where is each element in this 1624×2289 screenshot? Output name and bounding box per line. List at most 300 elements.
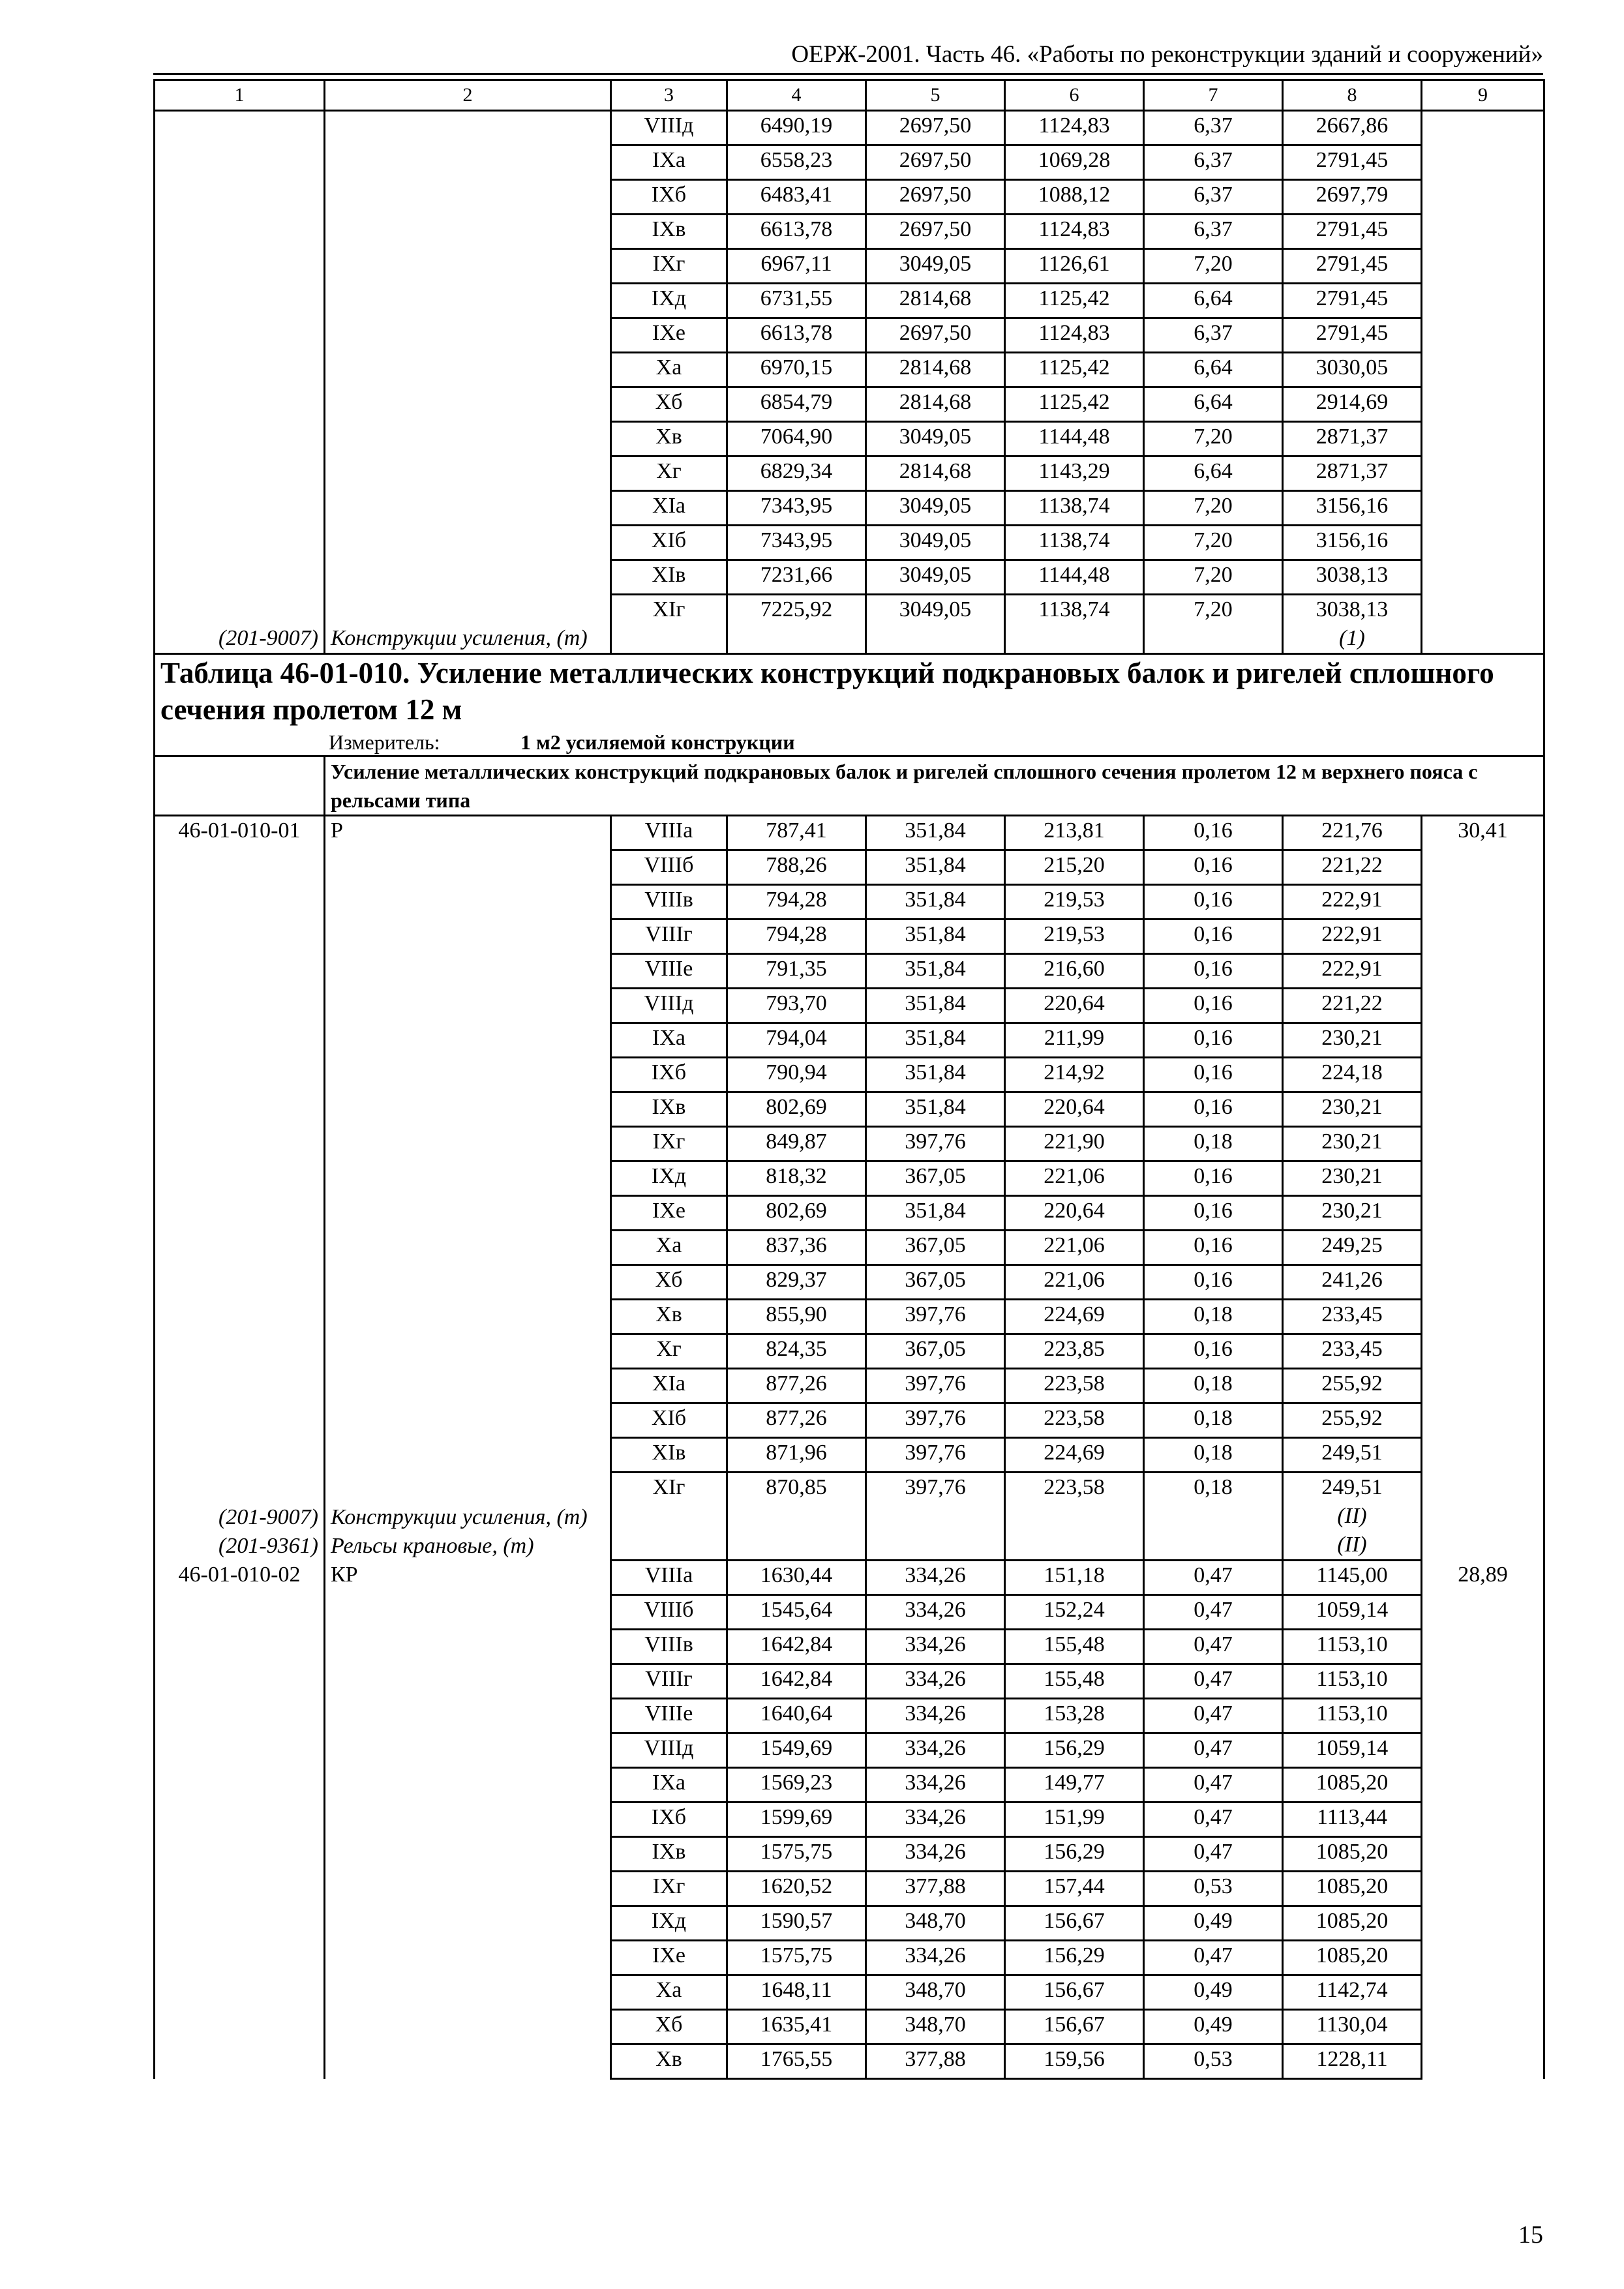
cell-value: 0,16 [1194,1233,1233,1257]
cell-col4 [727,1906,866,1941]
cell-col6 [1005,387,1144,422]
cell-value: 2814,68 [899,355,972,380]
cell-value: 1085,20 [1316,1771,1389,1795]
cell-col8 [1283,1369,1422,1403]
cell-value: 2791,45 [1316,252,1389,276]
column-number: 3 [611,80,727,111]
cell-col3 [611,353,727,387]
cell-value: 2697,50 [899,321,972,345]
code-wrap [160,1561,318,2079]
cell-value: IXд [651,1909,687,1933]
cell-col6 [1005,180,1144,215]
cell-value: 6,37 [1194,148,1233,172]
cell-value: 1765,55 [760,2047,833,2071]
cell-col4 [727,1699,866,1733]
cell-col6 [1005,1058,1144,1092]
cell-value: IXг [652,1874,685,1898]
section-title: Усиление металлических конструкций подкрановых балок и ригелей сплошного сечения пролетом 12 м верхнего пояса с рельсами типа [325,756,1544,816]
cell-value: 155,48 [1044,1667,1105,1691]
measure-row [160,729,1538,755]
cell-value: 1549,69 [760,1736,833,1760]
cell-value: 2697,50 [899,217,972,241]
table-row [155,816,1544,850]
cell-col4 [727,1231,866,1265]
cell-value: 802,69 [766,1199,827,1223]
resource-code: (201-9361) [218,1533,318,1558]
cell-value: 3049,05 [899,425,972,449]
cell-value: 6,64 [1194,459,1233,483]
cell-col6 [1005,954,1144,989]
cell-col7 [1144,111,1283,145]
cell-col4 [727,1630,866,1664]
cell-value: 156,29 [1044,1736,1105,1760]
col9-cell [1422,111,1544,654]
cell-col3 [611,491,727,526]
cell-col7 [1144,526,1283,560]
code-wrap [160,816,318,1561]
name-wrap [331,816,605,1561]
cell-value: 152,24 [1044,1598,1105,1622]
cell-value: 397,76 [905,1475,966,1499]
cell-value: 2791,45 [1316,321,1389,345]
cell-col8 [1283,885,1422,920]
cell-col5 [866,1768,1005,1803]
cell-value: 1124,83 [1038,321,1110,345]
cell-col8 [1283,1127,1422,1161]
cell-value: 334,26 [905,1840,966,1864]
cell-col3 [611,816,727,850]
cell-col8 [1283,526,1422,560]
cell-col6 [1005,526,1144,560]
cell-col7 [1144,249,1283,284]
cell-col6 [1005,816,1144,850]
cell-value: XIг [652,1475,685,1499]
cell-value: 818,32 [766,1164,827,1188]
cell-value: 1124,83 [1038,113,1110,138]
cell-col6 [1005,1595,1144,1630]
cell-value: XIа [652,494,685,518]
cell-col3 [611,111,727,145]
cell-value: VIIIд [644,1736,694,1760]
cell-col8 [1283,491,1422,526]
cell-value: IXа [652,1026,685,1050]
cell-col7 [1144,1837,1283,1872]
cell-value: 351,84 [905,1060,966,1085]
cell-col6 [1005,1127,1144,1161]
cell-value: 3049,05 [899,528,972,552]
cell-col6 [1005,1438,1144,1473]
cell-value: 348,70 [905,1978,966,2002]
cell-col5 [866,491,1005,526]
cell-value: XIб [651,528,687,552]
cell-col6 [1005,1664,1144,1699]
cell-col3 [611,526,727,560]
cell-value: Xг [656,459,682,483]
cell-value: 348,70 [905,2012,966,2037]
cell-value: 2791,45 [1316,217,1389,241]
cell-col4 [727,2010,866,2044]
cell-value: 1635,41 [760,2012,833,2037]
cell-value: 1599,69 [760,1805,833,1829]
cell-value: 802,69 [766,1095,827,1119]
cell-col8 [1283,215,1422,249]
cell-value: 2814,68 [899,459,972,483]
cell-value: 0,16 [1194,1268,1233,1292]
cell-col3 [611,1803,727,1837]
cell-col3 [611,1561,727,1595]
cell-value: 377,88 [905,1874,966,1898]
cell-col4 [727,1403,866,1438]
cell-value: 0,18 [1194,1302,1233,1326]
cell-value: 223,58 [1044,1371,1105,1396]
cell-col7 [1144,1438,1283,1473]
cell-value: 2667,86 [1316,113,1389,138]
cell-col8 [1283,1438,1422,1473]
cell-value: 0,47 [1194,1771,1233,1795]
cell-col5 [866,215,1005,249]
cell-col7 [1144,491,1283,526]
name-cell [325,816,611,1561]
cell-col6 [1005,1941,1144,1975]
cell-value: 1153,10 [1316,1667,1388,1691]
cell-col5 [866,1438,1005,1473]
cell-col8 [1283,595,1422,654]
cell-col8 [1283,1023,1422,1058]
cell-col3 [611,1023,727,1058]
cell-col6 [1005,1300,1144,1334]
cell-value: 870,85 [766,1475,827,1499]
cell-value: 3038,13 [1316,597,1389,621]
cell-col5 [866,989,1005,1023]
cell-col4 [727,1438,866,1473]
cell-col4 [727,1265,866,1300]
cell-col8 [1283,1733,1422,1768]
cell-value: XIб [651,1406,687,1430]
cell-value: IXд [651,286,687,310]
cell-col7 [1144,1265,1283,1300]
cell-value: 224,69 [1044,1441,1105,1465]
cell-value: 211,99 [1044,1026,1105,1050]
cell-col5 [866,318,1005,353]
cell-value: 0,18 [1194,1406,1233,1430]
cell-value: 334,26 [905,1736,966,1760]
cell-col5 [866,885,1005,920]
cell-col3 [611,1438,727,1473]
cell-col7 [1144,1473,1283,1561]
cell-col7 [1144,1941,1283,1975]
cell-col8 [1283,1630,1422,1664]
cell-value: 249,25 [1321,1233,1383,1257]
cell-col5 [866,1265,1005,1300]
cell-value: 397,76 [905,1130,966,1154]
cell-col7 [1144,850,1283,885]
cell-col5 [866,111,1005,145]
cell-col6 [1005,850,1144,885]
cell-value: VIIIа [644,818,693,843]
cell-col4 [727,816,866,850]
cell-value: 1059,14 [1316,1598,1389,1622]
cell-col7 [1144,2010,1283,2044]
cell-col5 [866,954,1005,989]
cell-value: 1228,11 [1316,2047,1388,2071]
cell-col5 [866,560,1005,595]
cell-col3 [611,595,727,654]
cell-value: 222,91 [1321,922,1383,946]
cell-value: 1575,75 [760,1840,833,1864]
cell-value: 1640,64 [760,1701,833,1726]
cell-value: 0,53 [1194,2047,1233,2071]
cell-value: 0,16 [1194,1060,1233,1085]
cell-col3 [611,1837,727,1872]
cell-col6 [1005,885,1144,920]
code-cell [155,1561,325,2079]
norms-table [153,79,1545,2080]
cell-value: 0,49 [1194,2012,1233,2037]
cell-value: 151,99 [1044,1805,1105,1829]
cell-value: 0,49 [1194,1909,1233,1933]
cell-col3 [611,920,727,954]
cell-col7 [1144,885,1283,920]
cell-col3 [611,1699,727,1733]
cell-value: 3049,05 [899,252,972,276]
cell-value: 791,35 [766,957,827,981]
cell-value: VIIIд [644,991,694,1015]
cell-col6 [1005,1561,1144,1595]
cell-value: Xа [655,1233,682,1257]
cell-col4 [727,422,866,456]
cell-col7 [1144,1975,1283,2010]
cell-col6 [1005,1768,1144,1803]
cell-value: 2791,45 [1316,148,1389,172]
code-wrap [160,112,318,653]
cell-col7 [1144,989,1283,1023]
cell-value: 1130,04 [1316,2012,1388,2037]
cell-col3 [611,1127,727,1161]
cell-col4 [727,1733,866,1768]
cell-value: 155,48 [1044,1632,1105,1656]
cell-col4 [727,1975,866,2010]
cell-value: 149,77 [1044,1771,1105,1795]
cell-value: 367,05 [905,1233,966,1257]
cell-col3 [611,1975,727,2010]
cell-value: 224,69 [1044,1302,1105,1326]
cell-value: 3030,05 [1316,355,1389,380]
cell-col3 [611,989,727,1023]
cell-col6 [1005,249,1144,284]
cell-col8 [1283,1473,1422,1561]
column-number: 8 [1283,80,1422,111]
cell-value: XIв [652,1441,686,1465]
cell-col4 [727,954,866,989]
cell-value: 1569,23 [760,1771,833,1795]
cell-value: 214,92 [1044,1060,1105,1085]
cell-col3 [611,1664,727,1699]
cell-col6 [1005,1906,1144,1941]
cell-col7 [1144,1768,1283,1803]
cell-value: 0,16 [1194,818,1233,843]
cell-value: 1630,44 [760,1563,833,1587]
cell-col7 [1144,1231,1283,1265]
running-header: ОЕРЖ-2001. Часть 46. «Работы по реконструкции зданий и сооружений» [791,41,1543,68]
cell-value: 0,47 [1194,1736,1233,1760]
cell-col7 [1144,215,1283,249]
cell-value: IXг [652,252,685,276]
cell-value: 1153,10 [1316,1632,1388,1656]
cell-col8 [1283,111,1422,145]
cell-value: 0,47 [1194,1632,1233,1656]
name-wrap [331,1561,605,2079]
cell-col8 [1283,1231,1422,1265]
cell-col5 [866,1941,1005,1975]
cell-value: 219,53 [1044,888,1105,912]
cell-value: 221,22 [1321,853,1383,877]
cell-col7 [1144,1664,1283,1699]
cell-value: 222,91 [1321,957,1383,981]
cell-value: 7343,95 [760,494,833,518]
cell-value: Xб [655,390,683,414]
cell-value: 6558,23 [760,148,833,172]
cell-col5 [866,595,1005,654]
cell-col6 [1005,560,1144,595]
cell-value: IXб [651,1805,687,1829]
cell-value: 7,20 [1194,597,1233,621]
cell-value: 1144,48 [1038,425,1110,449]
cell-value: IXг [652,1130,685,1154]
cell-col7 [1144,387,1283,422]
cell-col7 [1144,284,1283,318]
cell-col5 [866,387,1005,422]
cell-value: 219,53 [1044,922,1105,946]
cell-col6 [1005,422,1144,456]
cell-value: 0,18 [1194,1371,1233,1396]
cell-col8 [1283,353,1422,387]
cell-value: XIв [652,563,686,587]
cell-col6 [1005,1023,1144,1058]
cell-col3 [611,422,727,456]
cell-col3 [611,1231,727,1265]
cell-col6 [1005,318,1144,353]
table-title-cell [155,654,1544,756]
cell-value: 1138,74 [1038,528,1110,552]
name-cell [325,1561,611,2079]
cell-value: IXб [651,1060,687,1085]
cell-value: IXе [652,1199,685,1223]
column-number: 7 [1144,80,1283,111]
cell-value: 3038,13 [1316,563,1389,587]
cell-value: 1620,52 [760,1874,833,1898]
cell-value: 1145,00 [1316,1563,1388,1587]
cell-col4 [727,1369,866,1403]
cell-col5 [866,284,1005,318]
cell-col4 [727,1837,866,1872]
measure-label: Измеритель: [329,730,440,754]
cell-col8 [1283,284,1422,318]
cell-col7 [1144,318,1283,353]
cell-col5 [866,1872,1005,1906]
cell-col7 [1144,1906,1283,1941]
cell-value: 1059,14 [1316,1736,1389,1760]
cell-col7 [1144,595,1283,654]
cell-value: 156,67 [1044,1909,1105,1933]
cell-value: 1126,61 [1038,252,1110,276]
resource-code: (201-9007) [218,626,318,650]
cell-value: 334,26 [905,1771,966,1795]
cell-value: IXе [652,1943,685,1967]
cell-value: 334,26 [905,1598,966,1622]
resource-mark: (II) [1337,1533,1367,1557]
cell-value: 334,26 [905,1563,966,1587]
cell-col3 [611,885,727,920]
cell-value: 0,16 [1194,1164,1233,1188]
cell-value: 230,21 [1321,1199,1383,1223]
cell-col5 [866,1733,1005,1768]
cell-col6 [1005,595,1144,654]
cell-value: 334,26 [905,1701,966,1726]
cell-col7 [1144,1058,1283,1092]
cell-col8 [1283,1837,1422,1872]
column-numbers-row [155,80,1544,111]
cell-col3 [611,318,727,353]
cell-col4 [727,560,866,595]
cell-value: 351,84 [905,922,966,946]
cell-col6 [1005,2010,1144,2044]
cell-value: IXв [652,217,686,241]
cell-value: 7,20 [1194,425,1233,449]
cell-col8 [1283,1699,1422,1733]
cell-col5 [866,850,1005,885]
notes-codes [160,624,318,653]
cell-value: 397,76 [905,1302,966,1326]
cell-col4 [727,595,866,654]
cell-value: 1642,84 [760,1632,833,1656]
cell-col5 [866,1473,1005,1561]
cell-value: 1069,28 [1038,148,1111,172]
cell-value: 6,37 [1194,113,1233,138]
cell-col5 [866,1058,1005,1092]
cell-value: VIIIг [645,922,693,946]
cell-value: Xг [656,1337,682,1361]
cell-col3 [611,1872,727,1906]
cell-col4 [727,353,866,387]
cell-value: 788,26 [766,853,827,877]
cell-value: 793,70 [766,991,827,1015]
cell-col5 [866,920,1005,954]
cell-col8 [1283,920,1422,954]
cell-value: 1085,20 [1316,1943,1389,1967]
cell-value: 1085,20 [1316,1874,1389,1898]
cell-col5 [866,1300,1005,1334]
cell-col7 [1144,816,1283,850]
cell-value: IXа [652,148,685,172]
cell-value: IXв [652,1095,686,1119]
cell-value: 1125,42 [1038,286,1110,310]
cell-value: 1085,20 [1316,1840,1389,1864]
cell-col3 [611,1265,727,1300]
cell-col7 [1144,1092,1283,1127]
col9-value: 28,89 [1458,1562,1508,1587]
cell-value: 3049,05 [899,563,972,587]
cell-col3 [611,560,727,595]
cell-col6 [1005,2044,1144,2079]
cell-col5 [866,816,1005,850]
cell-col4 [727,1595,866,1630]
cell-value: 1138,74 [1038,494,1110,518]
cell-col6 [1005,1837,1144,1872]
cell-value: 0,47 [1194,1701,1233,1726]
cell-col6 [1005,1092,1144,1127]
cell-col4 [727,1058,866,1092]
cell-col3 [611,1334,727,1369]
